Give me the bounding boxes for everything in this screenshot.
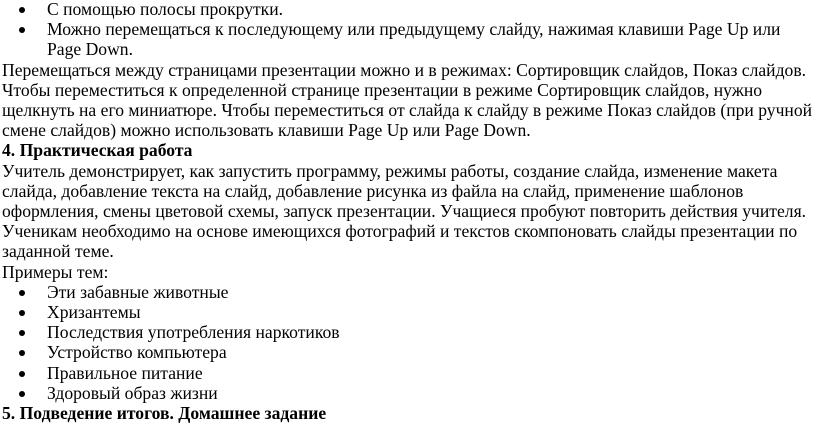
- list-item: [2, 322, 814, 342]
- bullet-icon: [19, 27, 25, 33]
- topics-bullet-list: [2, 282, 814, 403]
- list-item-text: Здоровый образ жизни: [47, 382, 218, 403]
- bullet-icon: [19, 330, 25, 336]
- list-item: [2, 282, 814, 302]
- topics-label: Примеры тем:: [2, 261, 109, 282]
- bullet-icon: [19, 7, 25, 13]
- list-item-text: С помощью полосы прокрутки.: [47, 0, 284, 19]
- bullet-icon: [19, 371, 25, 377]
- list-item-text: Устройство компьютера: [47, 342, 227, 363]
- section-4-paragraph: Учитель демонстрирует, как запустить программу, режимы работы, создание слайда, изменение макета слайда, добавление текста на слайд, добавление рисунка из файла на слайд, применение шаблонов оформления, смены цветовой схемы, запуск презентации. Учащиеся пробуют повторить действия учителя. Ученикам необходимо на основе имеющихся фотографий и текстов скомпоновать слайды презентации по заданной теме.: [2, 160, 807, 262]
- list-item-text: Правильное питание: [47, 362, 203, 383]
- list-item: [2, 302, 814, 322]
- document-page: [2, 0, 814, 423]
- section-5-heading: 5. Подведение итогов. Домашнее задание: [2, 403, 327, 424]
- list-item: [2, 19, 814, 59]
- list-item: [2, 383, 814, 403]
- list-item-text: Эти забавные животные: [47, 281, 229, 302]
- bullet-icon: [19, 350, 25, 356]
- list-item-text: Можно перемещаться к последующему или предыдущему слайду, нажимая клавиши Page Up или Page Down.: [47, 19, 781, 60]
- section-4-heading: 4. Практическая работа: [2, 140, 193, 161]
- navigation-paragraph: Перемещаться между страницами презентации можно и в режимах: Сортировщик слайдов, Показ слайдов. Чтобы переместиться к определенной странице презентации в режиме Сортировщик слайдов, нужно щелкнуть на его миниатюре. Чтобы переместиться от слайда к слайду в режиме Показ слайдов (при ручной смене слайдов) можно использовать клавиши Page Up или Page Down.: [2, 59, 813, 141]
- list-item-text: Последствия употребления наркотиков: [47, 322, 340, 343]
- bullet-icon: [19, 391, 25, 397]
- list-item-text: Хризантемы: [47, 302, 141, 323]
- list-item: [2, 363, 814, 383]
- list-item: [2, 342, 814, 362]
- list-item: [2, 0, 814, 19]
- bullet-icon: [19, 310, 25, 316]
- bullet-icon: [19, 290, 25, 296]
- intro-bullet-list: [2, 0, 814, 60]
